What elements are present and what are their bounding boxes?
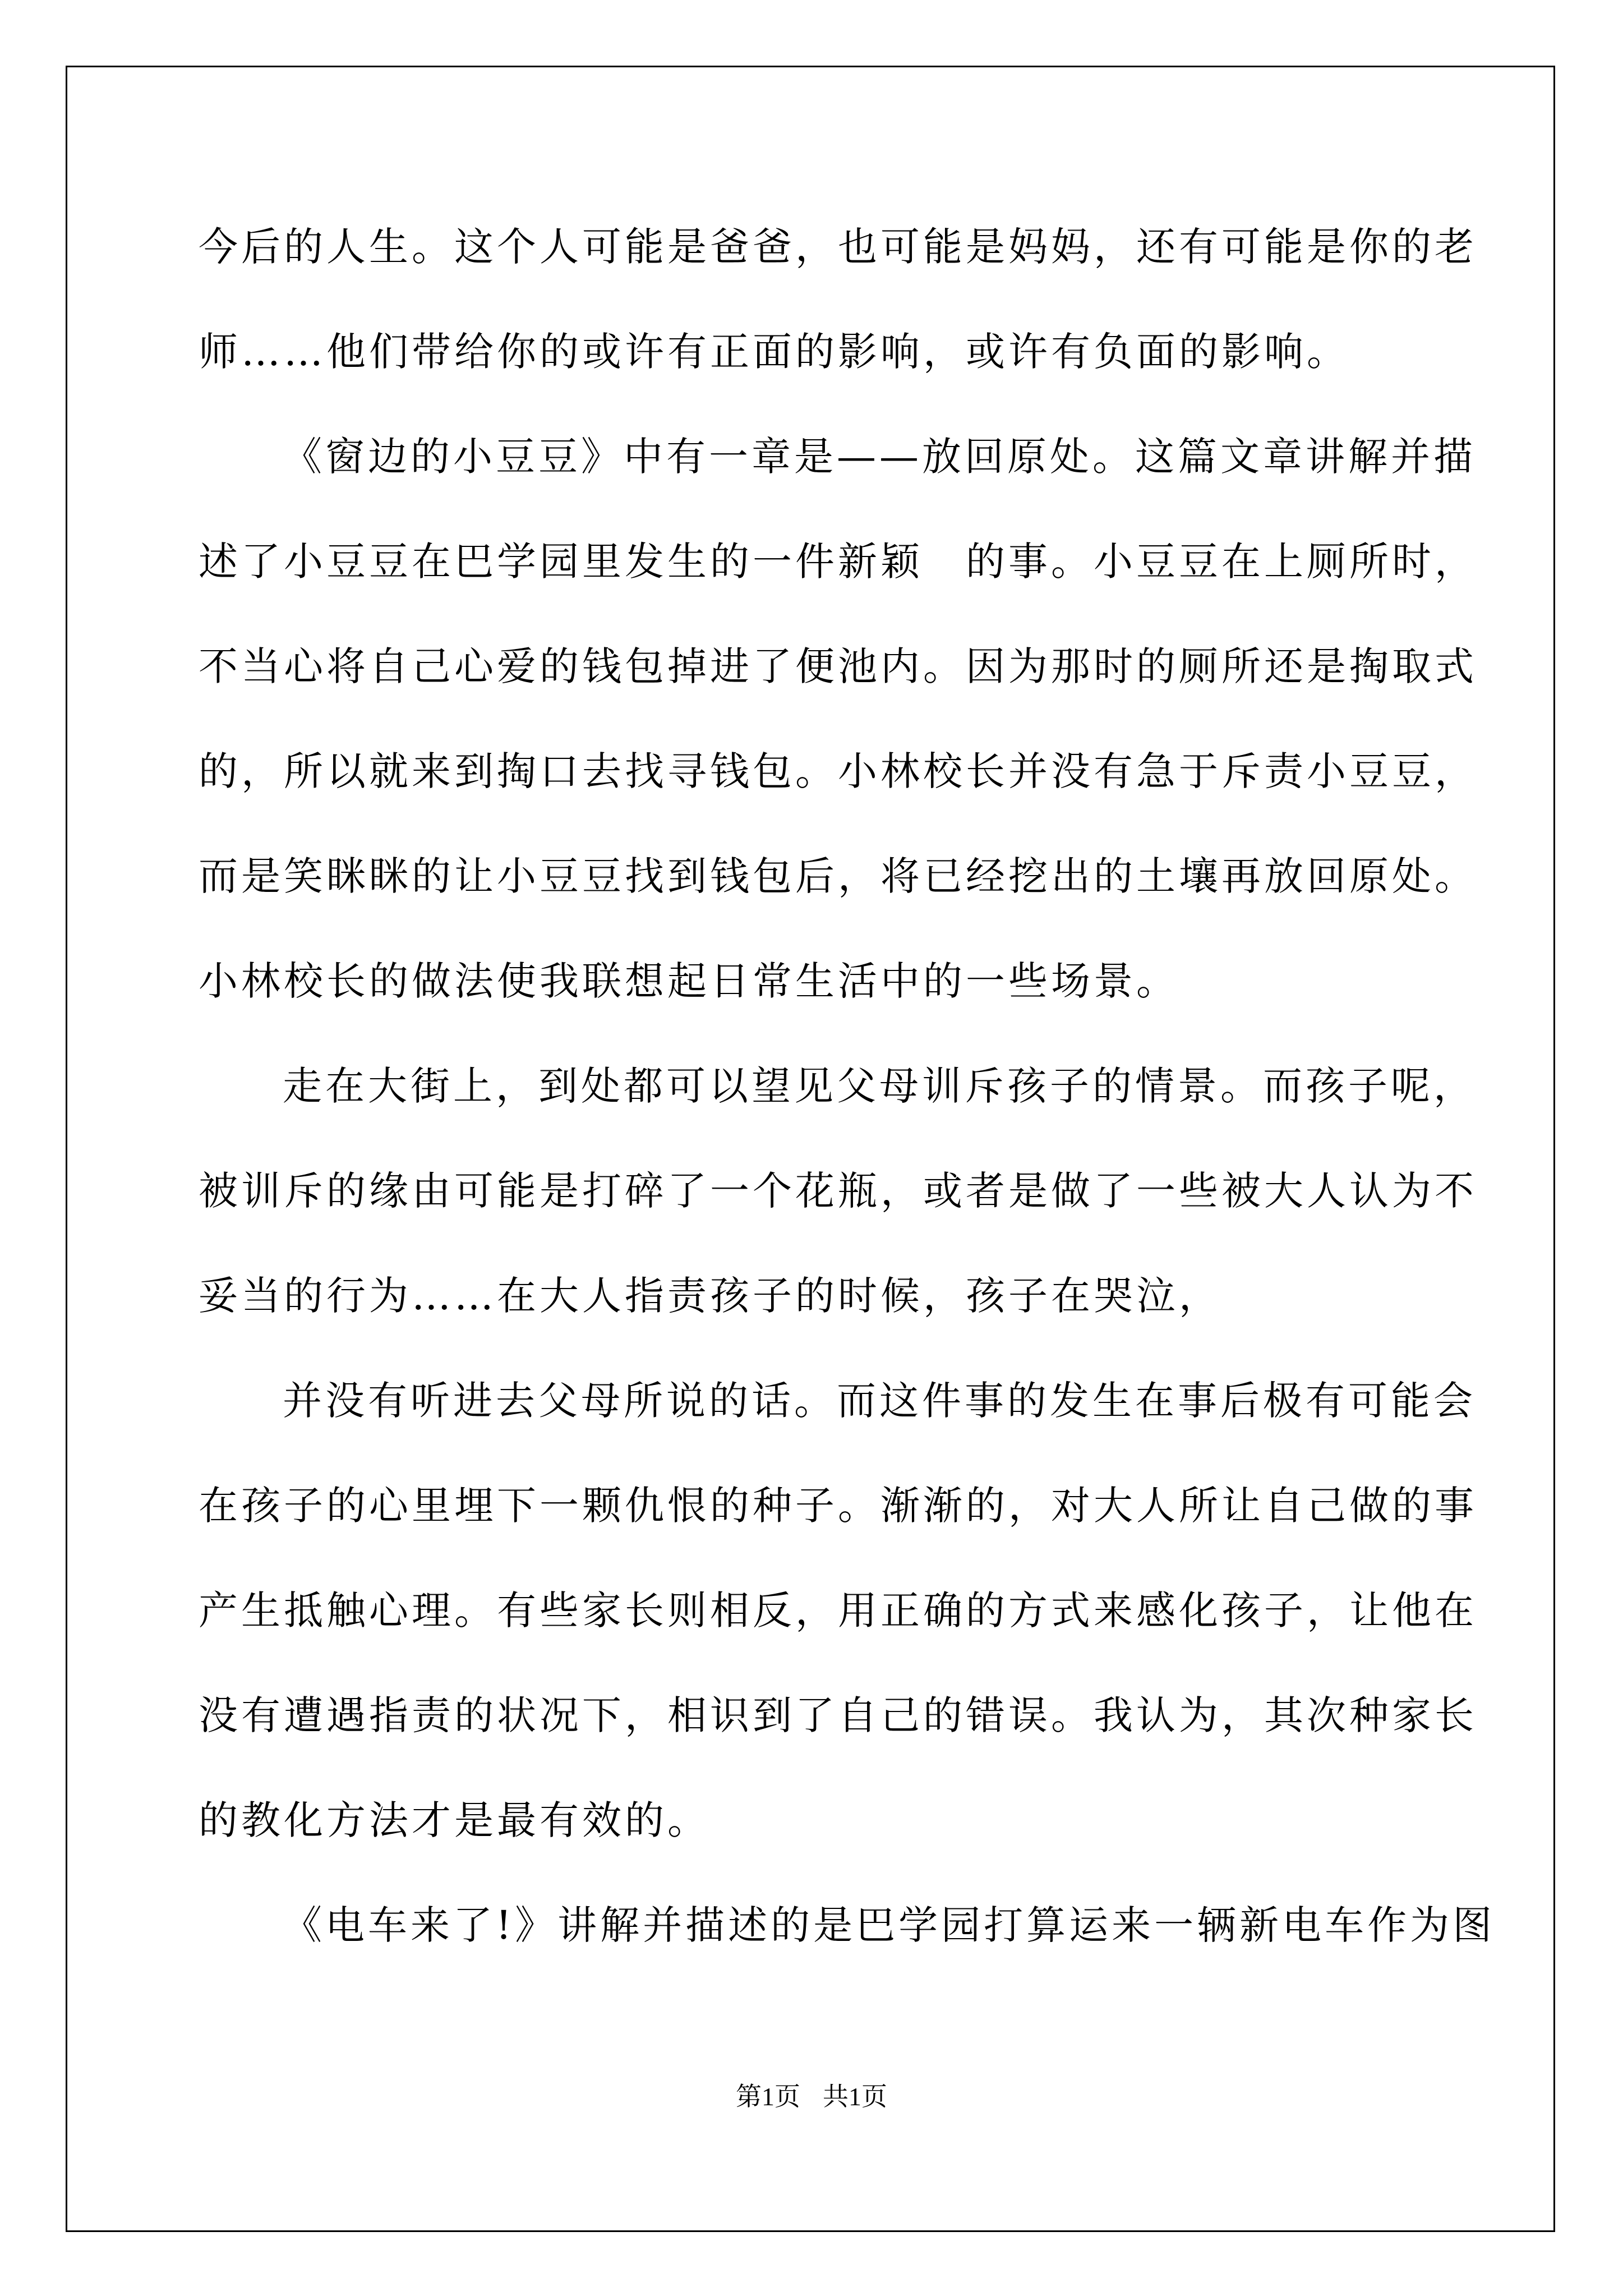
page-number: 第1页 xyxy=(736,2082,800,2111)
document-body xyxy=(199,213,1496,1996)
text-line-5: 不当心将自己心爱的钱包掉进了便池内。因为那时的厕所还是掏取式 xyxy=(199,643,1477,689)
text-line-2: 师……他们带给你的或许有正面的影响，或许有负面的影响。 xyxy=(199,329,1349,375)
text-line-16: 的教化方法才是最有效的。 xyxy=(199,1797,710,1843)
text-line-6: 的，所以就来到掏口去找寻钱包。小林校长并没有急于斥责小豆豆， xyxy=(199,748,1477,794)
text-line-7: 而是笑眯眯的让小豆豆找到钱包后，将已经挖出的土壤再放回原处。 xyxy=(199,853,1477,899)
text-line-12: 并没有听进去父母所说的话。而这件事的发生在事后极有可能会 xyxy=(283,1378,1476,1424)
text-line-3: 《窗边的小豆豆》中有一章是——放回原处。这篇文章讲解并描 xyxy=(283,434,1476,480)
text-line-1: 今后的人生。这个人可能是爸爸，也可能是妈妈，还有可能是你的老 xyxy=(199,224,1477,270)
page-total: 共1页 xyxy=(823,2082,887,2111)
text-line-15: 没有遭遇指责的状况下，相识到了自己的错误。我认为，其次种家长 xyxy=(199,1692,1477,1738)
text-line-10: 被训斥的缘由可能是打碎了一个花瓶，或者是做了一些被大人认为不 xyxy=(199,1168,1477,1214)
text-line-8: 小林校长的做法使我联想起日常生活中的一些场景。 xyxy=(199,958,1179,1004)
page-footer xyxy=(0,2080,1623,2114)
text-line-11: 妥当的行为……在大人指责孩子的时候，孩子在哭泣， xyxy=(199,1273,1221,1319)
text-line-13: 在孩子的心里埋下一颗仇恨的种子。渐渐的，对大人所让自己做的事 xyxy=(199,1483,1477,1529)
text-line-17: 《电车来了!》讲解并描述的是巴学园打算运来一辆新电车作为图 xyxy=(283,1902,1496,1948)
text-line-9: 走在大街上，到处都可以望见父母训斥孩子的情景。而孩子呢， xyxy=(283,1063,1476,1109)
text-line-4: 述了小豆豆在巴学园里发生的一件新颖 的事。小豆豆在上厕所时， xyxy=(199,539,1477,585)
text-line-14: 产生抵触心理。有些家长则相反，用正确的方式来感化孩子，让他在 xyxy=(199,1588,1477,1634)
